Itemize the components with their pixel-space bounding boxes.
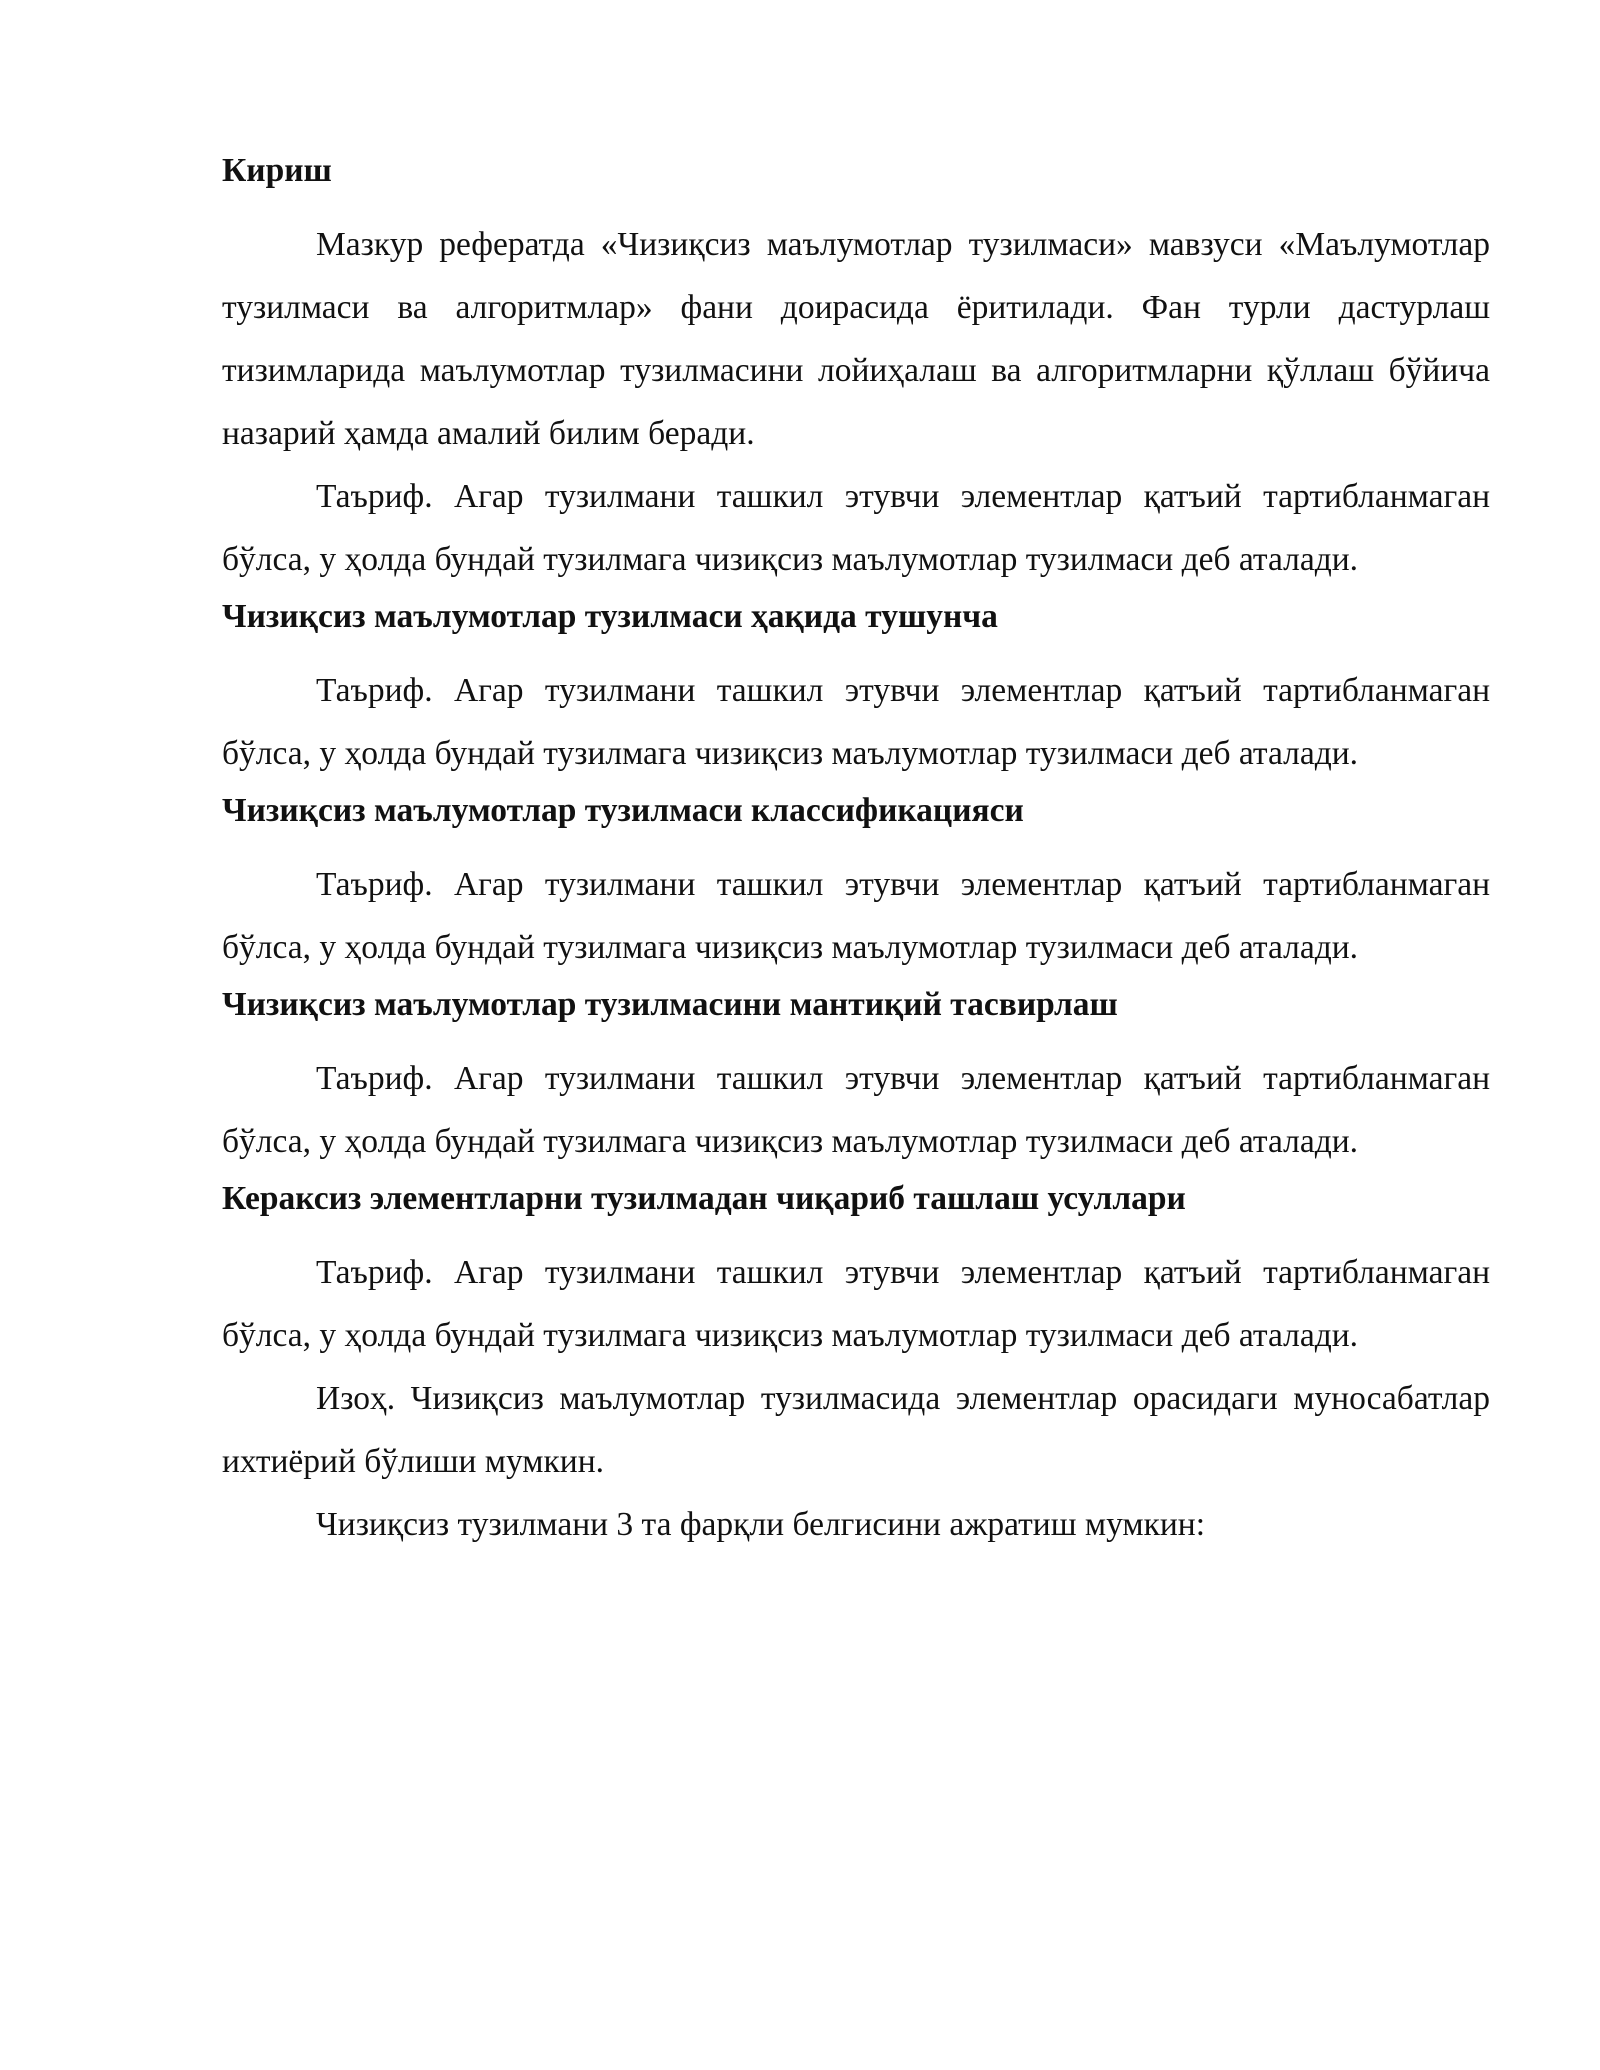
paragraph: Таъриф. Агар тузилмани ташкил этувчи элементлар қатъий тартибланмаган бўлса, у ҳолда бундай тузилмага чизиқсиз маълумотлар тузилмаси деб аталади. [222,866,1490,966]
paragraph: Таъриф. Агар тузилмани ташкил этувчи элементлар қатъий тартибланмаган бўлса, у ҳолда бундай тузилмага чизиқсиз маълумотлар тузилмаси деб аталади. [222,672,1490,772]
section-heading: Чизиқсиз маълумотлар тузилмаси ҳақида тушунча [222,598,998,635]
section-concept [222,591,1490,785]
paragraph: Таъриф. Агар тузилмани ташкил этувчи элементлар қатъий тартибланмаган бўлса, у ҳолда бундай тузилмага чизиқсиз маълумотлар тузилмаси деб аталади. [222,478,1490,578]
paragraph: Мазкур рефератда «Чизиқсиз маълумотлар тузилмаси» мавзуси «Маълумотлар тузилмаси ва алгоритмлар» фани доирасида ёритилади. Фан турли дастурлаш тизимларида маълумотлар тузилмасини лойиҳалаш ва алгоритмларни қўллаш бўйича назарий ҳамда амалий билим беради. [222,226,1490,452]
paragraph: Чизиқсиз тузилмани 3 та фарқли белгисини ажратиш мумкин: [316,1506,1206,1543]
document-page [222,145,1490,1556]
section-heading: Чизиқсиз маълумотлар тузилмаси классификацияси [222,792,1024,829]
paragraph: Таъриф. Агар тузилмани ташкил этувчи элементлар қатъий тартибланмаган бўлса, у ҳолда бундай тузилмага чизиқсиз маълумотлар тузилмаси деб аталади. [222,1060,1490,1160]
section-heading: Чизиқсиз маълумотлар тузилмасини мантиқий тасвирлаш [222,986,1118,1023]
section-heading: Кераксиз элементларни тузилмадан чиқариб ташлаш усуллари [222,1180,1186,1217]
section-heading: Кириш [222,152,332,189]
paragraph: Таъриф. Агар тузилмани ташкил этувчи элементлар қатъий тартибланмаган бўлса, у ҳолда бундай тузилмага чизиқсиз маълумотлар тузилмаси деб аталади. [222,1254,1490,1354]
section-classification [222,785,1490,979]
section-removal-methods [222,1173,1490,1556]
section-logical-representation [222,979,1490,1173]
section-introduction [222,145,1490,591]
paragraph: Изоҳ. Чизиқсиз маълумотлар тузилмасида элементлар орасидаги муносабатлар ихтиёрий бўлиши мумкин. [222,1380,1490,1480]
